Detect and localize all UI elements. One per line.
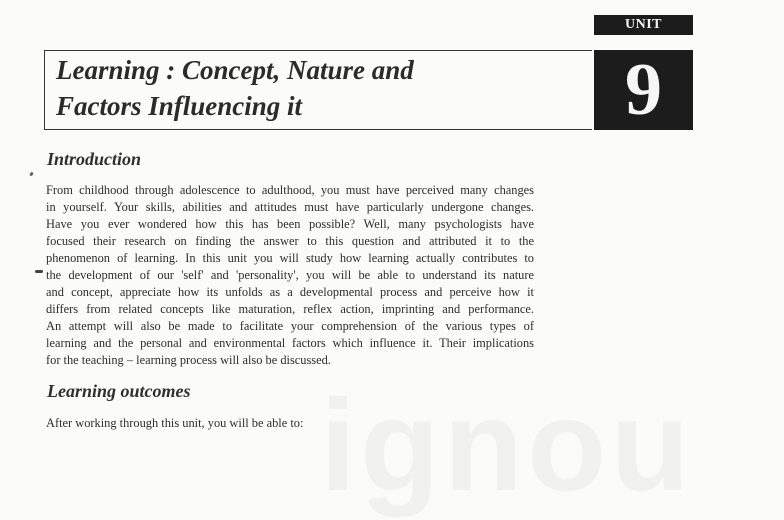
paragraph-line: focused their research on finding the answer to this question and attributed it to the: [46, 234, 534, 248]
paragraph-line: the development of our 'self' and 'personality', you will be able to understand its nature: [46, 268, 534, 282]
paragraph-line: phenomenon of learning. In this unit you will study how learning actually contributes to: [46, 251, 534, 265]
unit-label: UNIT: [594, 15, 693, 35]
chapter-title-box: [44, 50, 592, 130]
paragraph-line: Have you ever wondered how this has been possible? Well, many psychologists have: [46, 217, 534, 231]
background-watermark: ignou: [320, 372, 694, 518]
learning-outcomes-intro: After working through this unit, you will be able to:: [46, 416, 304, 430]
paragraph-line: learning and the personal and environmental factors which influence it. Their implications: [46, 336, 534, 350]
learning-outcomes-heading: Learning outcomes: [47, 381, 191, 401]
paragraph-line: in yourself. Your skills, abilities and attitudes must have particularly undergone changes.: [46, 200, 534, 214]
chapter-title-line-1: Learning : Concept, Nature and: [56, 55, 414, 85]
paragraph-line: differs from related concepts like maturation, reflex action, imprinting and performance.: [46, 302, 534, 316]
paragraph-line: and concept, appreciate how its unfolds as a developmental process and perceive how it: [46, 285, 534, 299]
scan-mark: [35, 270, 43, 273]
paragraph-line: for the teaching – learning process will also be discussed.: [46, 353, 331, 367]
introduction-heading: Introduction: [47, 149, 142, 169]
scan-dot: [29, 172, 34, 177]
chapter-title-line-2: Factors Influencing it: [56, 91, 303, 121]
unit-number: 9: [594, 50, 693, 130]
paragraph-line: From childhood through adolescence to adulthood, you must have perceived many changes: [46, 183, 534, 197]
paragraph-line: An attempt will also be made to facilitate your comprehension of the various types of: [46, 319, 534, 333]
